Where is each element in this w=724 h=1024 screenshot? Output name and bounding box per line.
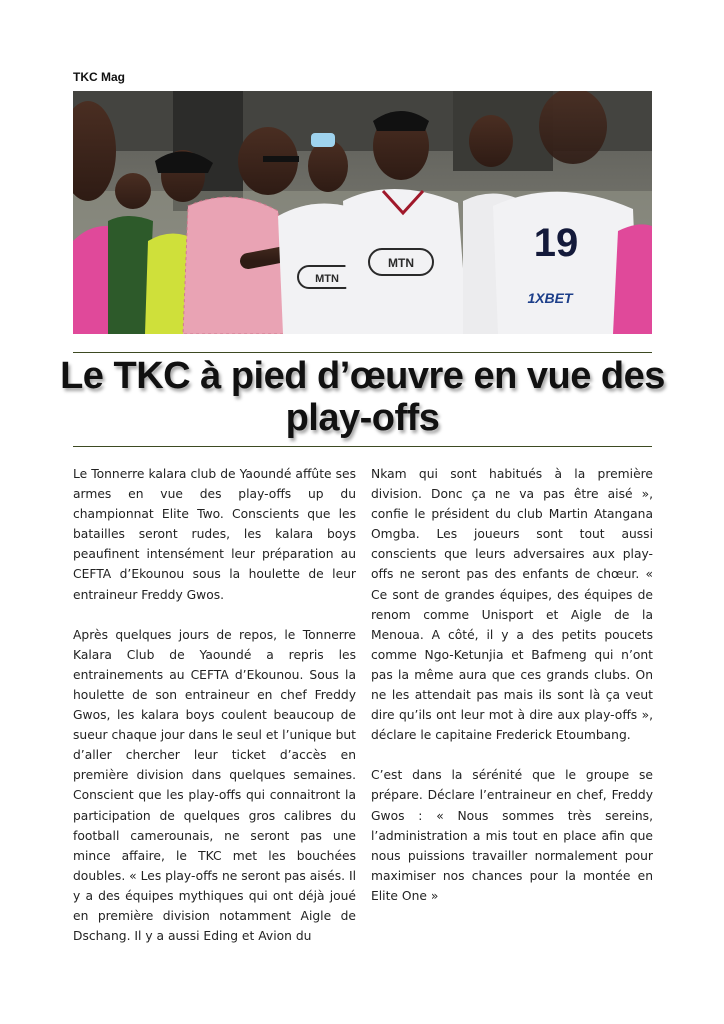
team-photo-illustration [73, 91, 652, 334]
article-paragraph: Le Tonnerre kalara club de Yaoundé affûte ses armes en vue des play-offs up du championnat Elite Two. Conscients que les batailles seront rudes, les kalara boys peaufinent intensément leur préparation au CEFTA d’Ekounou sous la houlette de leur entraineur Freddy Gwos. [73, 467, 356, 602]
sponsor-1-logo: MTN [315, 273, 339, 285]
article-paragraph: Après quelques jours de repos, le Tonnerre Kalara Club de Yaoundé a repris les entrainements au CEFTA d’Ekounou. Sous la houlette de son entraineur en chef Freddy Gwos, les kalara boys coulent beaucoup de sueur chaque jour dans le seul et l’unique but d’aller chercher leur ticket d’accès en première division dans quelques semaines. Conscient que les play-offs qui connaitront la participation de quelques gros calibres du football camerounais, ne seront pas une mince affaire, le TKC met les bouchées doubles. « Les play-offs ne seront pas aisés. Il y a des équipes mythiques qui ont déjà joué en première division notamment Aigle de Dschang. Il y a aussi Eding et Avion du [73, 627, 356, 944]
article-paragraph: C’est dans la sérénité que le groupe se prépare. Déclare l’entraineur en chef, Freddy Gwos : « Nous sommes très sereins, l’administration a mis tout en place afin que nous puissions travailler normalement pour maximiser nos chances pour la montée en Elite One » [371, 768, 653, 903]
svg-text:MTN: MTN [388, 256, 414, 270]
sponsor-2-logo: 1XBET [527, 290, 573, 306]
team-photo [73, 91, 652, 334]
article-column-left [73, 464, 356, 966]
article-paragraph: Nkam qui sont habitués à la première division. Donc ça ne va pas être aisé », confie le président du club Martin Atangana Omgba. Les joueurs sont tout aussi conscients que leurs adversaires aux play-offs ne seront pas des enfants de chœur. « Ce sont de grandes équipes, des équipes de renom comme Unisport et Aigle de la Menoua. A côté, il y a des petits poucets comme Ngo-Ketunjia et Bafmeng qui n’ont pas la même aura que ces grands clubs. On ne les attendait pas mais ils sont là ça veut dire qu’ils ont leur mot à dire aux play-offs », déclare le capitaine Frederick Etoumbang. [371, 467, 653, 743]
jersey-number: 19 [533, 221, 579, 265]
headline-top-rule [73, 352, 652, 353]
magazine-name: TKC Mag [73, 70, 125, 84]
article-title: Le TKC à pied d’œuvre en vue des play-offs [60, 355, 665, 439]
headline-bottom-rule [73, 446, 652, 447]
article-column-right [371, 464, 653, 926]
